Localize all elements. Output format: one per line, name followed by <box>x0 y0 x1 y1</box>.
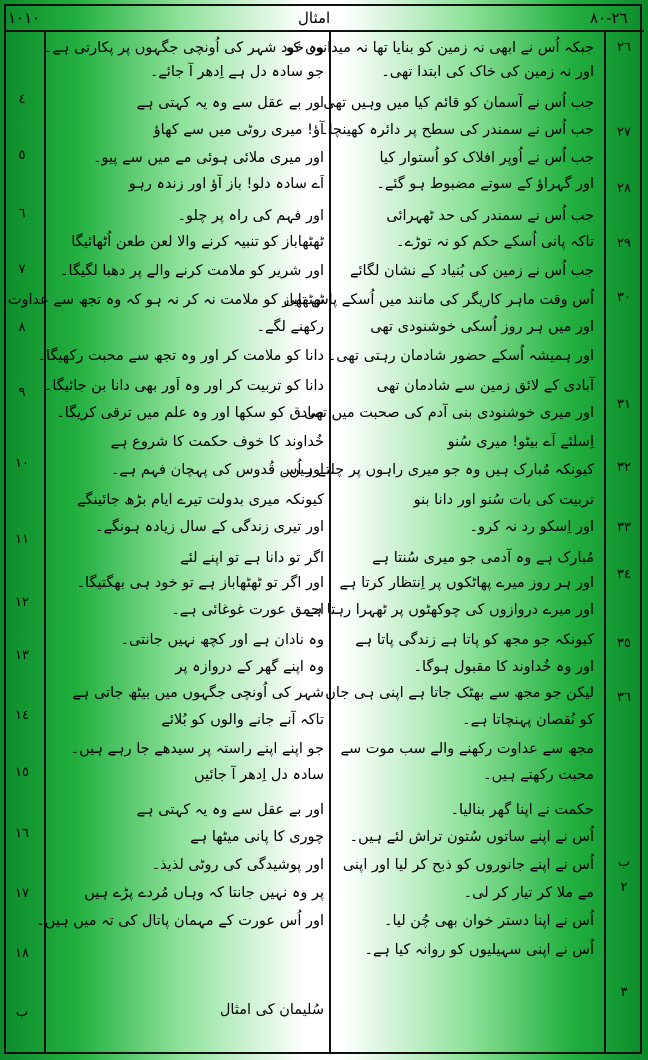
verse-number: ٢٦ <box>617 40 631 55</box>
verse-number: ب <box>617 855 631 870</box>
verse-line: جو سادہ دل ہے اِدھر آ جائے۔ <box>149 64 324 80</box>
verse-line: اُس نے اپنے ساتوں سُتون تراش لئے ہیں۔ <box>349 829 594 845</box>
verse-number: ١٦ <box>15 826 29 841</box>
verse-number: ١٤ <box>15 708 29 723</box>
verse-number: ٥ <box>18 148 26 163</box>
verse-line: حکمت نے اپنا گھر بنالیا۔ <box>450 802 594 818</box>
verse-line: کیونکہ جو مجھ کو پاتا ہے زندگی پاتا ہے <box>355 632 594 648</box>
verse-number: ٣٣ <box>617 520 631 535</box>
verse-number: ٣١ <box>617 397 631 412</box>
verse-line: اور ہر روز میرے پھاٹکوں پر اِنتظار کرتا ہے <box>339 575 594 591</box>
verse-line: اگر تو دانا ہے تو اپنے لئے <box>180 550 324 566</box>
verse-line: سادہ دل اِدھر آ جائیں <box>194 767 324 783</box>
verse-number: ١٠ <box>15 456 29 471</box>
page-title: امثال <box>298 9 331 27</box>
verse-number: ٢٨ <box>617 181 631 196</box>
verse-line: اُس نے اپنا دستر خوان بھی چُن لیا۔ <box>383 913 594 929</box>
verse-line: محبت رکھتے ہیں۔ <box>483 767 594 783</box>
verse-number: ٢ <box>620 880 628 895</box>
verse-line: اُس نے اپنی سہیلیوں کو روانہ کیا ہے۔ <box>364 942 594 958</box>
verse-number: ٣٤ <box>617 567 631 582</box>
verse-number: ٧ <box>18 262 26 277</box>
verse-line: لیکن جو مجھ سے بھٹک جاتا ہے اپنی ہی جان <box>325 685 594 701</box>
left-margin-divider <box>44 30 46 1054</box>
verse-line: سُلیمان کی امثال <box>219 1002 324 1018</box>
verse-line: چوری کا پانی میٹھا ہے <box>190 829 324 845</box>
verse-line: جب اُس نے سمندر کی سطح پر دائرہ کھینچا۔ <box>320 122 594 138</box>
verse-line: اور بے عقل سے وہ یہ کہتی ہے <box>136 802 324 818</box>
verse-line: اور پوشیدگی کی روٹی لذیذ۔ <box>151 857 324 873</box>
verse-line: مُبارک ہے وہ آدمی جو میری سُنتا ہے <box>372 550 594 566</box>
verse-line: احمق عورت غوغائی ہے۔ <box>171 602 324 618</box>
verse-number: ٤ <box>18 92 26 107</box>
verse-number: ٣٦ <box>617 690 631 705</box>
verse-line: رکھنے لگے۔ <box>256 319 324 335</box>
verse-line: جب اُس نے سمندر کی حد ٹھہرائی <box>386 208 594 224</box>
verse-number: ١٥ <box>15 765 29 780</box>
verse-line: مجھ سے عداوت رکھنے والے سب موت سے <box>340 741 594 757</box>
verse-number: ١٣ <box>15 648 29 663</box>
verse-number: ٦ <box>18 206 26 221</box>
verse-line: کیونکہ مُبارک ہیں وہ جو میری راہوں پر چلتے ہیں۔ <box>280 462 594 478</box>
verse-line: دانا کو تربیت کر اور وہ اَور بھی دانا بن جائیگا۔ <box>43 378 324 394</box>
verse-line: تاکہ پانی اُسکے حکم کو نہ توڑے۔ <box>396 234 594 250</box>
verse-line: وہ اپنے گھر کے دروازہ پر <box>175 659 324 675</box>
verse-line: آبادی کے لائق زمین سے شادمان تھی <box>376 378 594 394</box>
verse-line: اُس وقت ماہر کاریگر کی مانند میں اُسکے پاس تھی <box>283 292 594 308</box>
verse-number: ٣٥ <box>617 636 631 651</box>
verse-line: اور میری ملائی ہوئی مے میں سے پیو۔ <box>93 150 324 166</box>
verse-line: تاکہ آنے جانے والوں کو بُلائے <box>161 712 324 728</box>
verse-line: اُس نے اپنے جانوروں کو ذبح کر لیا اور اپنی <box>342 857 594 873</box>
verse-line: اور ہمیشہ اُسکے حضور شادمان رہتی تھی۔ <box>327 348 594 364</box>
verse-line: جب اُس نے آسمان کو قائم کیا میں وہیں تھی۔ <box>314 95 594 111</box>
verse-line: اور بے عقل سے وہ یہ کہتی ہے <box>136 95 324 111</box>
verse-line: وہ نادان ہے اور کچھ نہیں جانتی۔ <box>120 632 324 648</box>
verse-line: پر وہ نہیں جانتا کہ وہاں مُردے پڑے ہیں <box>84 885 324 901</box>
verse-line: ٹھٹھاباز کو تنبیہ کرنے والا لعن طعن اُٹھائیگا <box>71 234 324 250</box>
verse-line: شہر کی اُونچی جگہوں میں بیٹھ جاتی ہے <box>72 685 324 701</box>
verse-line: اِسلئے اَے بیٹو! میری سُنو <box>447 434 594 450</box>
verse-number: ١١ <box>15 532 29 547</box>
verse-line: جب اُس نے زمین کی بُنیاد کے نشان لگائے <box>350 263 594 279</box>
verse-number: ب <box>15 1005 29 1020</box>
verse-number: ٢٧ <box>617 125 631 140</box>
verse-number: ١٧ <box>15 886 29 901</box>
verse-line: جبکہ اُس نے ابھی نہ زمین کو بنایا تھا نہ میدانوں کو <box>285 40 594 56</box>
verse-line: وہ خود شہر کی اُونچی جگہوں پر پکارتی ہے۔ <box>43 40 324 56</box>
column-divider <box>329 30 331 1054</box>
verse-line: اور اُس عورت کے مہمان پاتال کی تہ میں ہیں۔ <box>36 913 324 929</box>
verse-line: جب اُس نے اُوپر افلاک کو اُستوار کیا <box>379 150 594 166</box>
verse-line: اور وہ خُداوند کا مقبول ہوگا۔ <box>413 659 594 675</box>
verse-number: ١٢ <box>15 595 29 610</box>
verse-number: ٣٢ <box>617 460 631 475</box>
verse-line: اور میں ہر روز اُسکی خوشنودی تھی <box>370 319 594 335</box>
verse-line: اور شریر کو ملامت کرنے والے پر دھبا لگیگا۔ <box>60 263 324 279</box>
header-divider <box>4 30 644 32</box>
right-page-ref: ٢٦-٨٠ <box>590 9 628 27</box>
verse-line: اور نہ زمین کی خاک کی ابتدا تھی۔ <box>381 64 594 80</box>
verse-line: کو نُقصان پہنچاتا ہے۔ <box>462 712 594 728</box>
verse-line: اور تیری زندگی کے سال زیادہ ہونگے۔ <box>94 519 324 535</box>
verse-number: ٣ <box>620 985 628 1000</box>
verse-line: اور میرے دروازوں کی چوکھٹوں پر ٹھہرا رہتا ہے۔ <box>296 602 594 618</box>
verse-number: ٢٩ <box>617 236 631 251</box>
verse-line: آؤ! میری روٹی میں سے کھاؤ <box>153 122 324 138</box>
verse-line: اور اِسکو رد نہ کرو۔ <box>469 519 594 535</box>
verse-line: اور اُس قُدوس کی پہچان فہم ہے۔ <box>110 462 324 478</box>
verse-line: تربیت کی بات سُنو اور دانا بنو <box>413 492 594 508</box>
verse-line: اور فہم کی راہ پر چلو۔ <box>177 208 324 224</box>
verse-line: اَے سادہ دلو! باز آؤ اور زندہ رہو <box>128 176 324 192</box>
verse-number: ٣٠ <box>617 290 631 305</box>
right-margin-divider <box>604 30 606 1054</box>
verse-line: مے ملا کر تیار کر لی۔ <box>463 885 594 901</box>
verse-number: ٩ <box>18 385 26 400</box>
verse-line: اور اگر تو ٹھٹھاباز ہے تو خود ہی بھگتیگا۔ <box>76 575 324 591</box>
verse-line: کیونکہ میری بدولت تیرے ایام بڑھ جائینگے <box>77 492 324 508</box>
verse-line: ٹھٹھاباز کو ملامت نہ کر نہ ہو کہ وہ تجھ سے عداوت <box>7 292 324 308</box>
verse-number: ٨ <box>18 320 26 335</box>
verse-line: خُداوند کا خوف حکمت کا شروع ہے <box>110 434 324 450</box>
verse-line: صادق کو سکھا اور وہ علم میں ترقی کریگا۔ <box>56 405 324 421</box>
verse-line: دانا کو ملامت کر اور وہ تجھ سے محبت رکھیگا۔ <box>37 348 324 364</box>
verse-line: اور میری خوشنودی بنی آدم کی صحبت میں تھی۔ <box>295 405 594 421</box>
left-page-ref: ١٠١٠ <box>8 9 41 27</box>
verse-line: اور گہراؤ کے سوتے مضبوط ہو گئے۔ <box>376 176 594 192</box>
verse-number: ١٨ <box>15 946 29 961</box>
verse-line: جو اپنے اپنے راستہ پر سیدھے جا رہے ہیں۔ <box>70 741 324 757</box>
